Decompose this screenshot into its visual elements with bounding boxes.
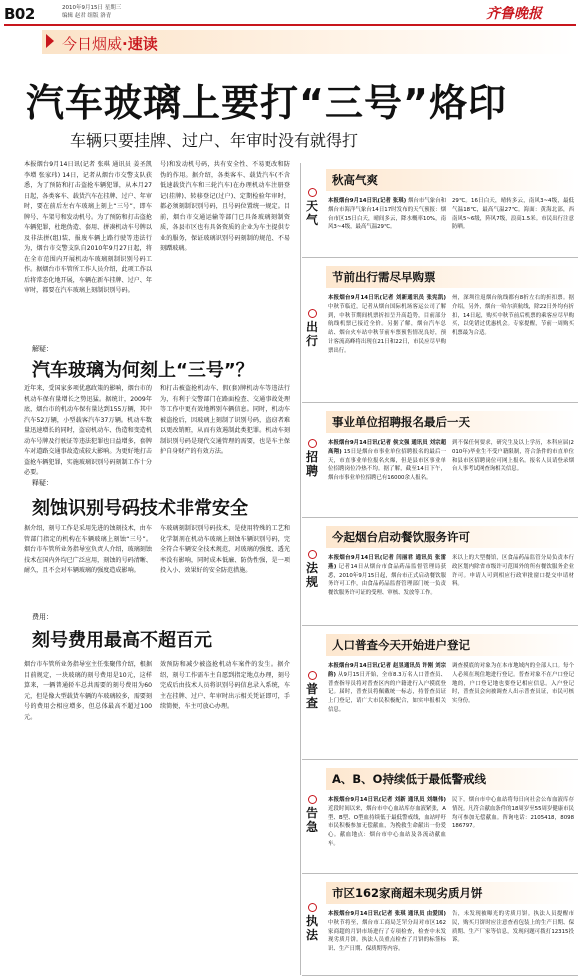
tab-dot-icon	[308, 188, 317, 197]
sidebar-brief	[302, 876, 578, 975]
issue-date: 2010年9月15日 星期三	[62, 5, 122, 11]
brief-tab	[302, 188, 322, 227]
brief-body-col1	[328, 662, 446, 755]
tab-dot-icon	[308, 550, 317, 559]
explain1-label: 解疑：	[32, 345, 53, 353]
sidebar-brief	[302, 260, 578, 402]
brief-tab	[302, 550, 322, 589]
brief-tab-label: 法规	[305, 561, 318, 589]
explain3-title: 刻号费用最高不超百元	[32, 630, 212, 651]
page-number: B02	[4, 5, 35, 23]
brief-byline: 本报烟台9月14日讯(记者 侯文强 通讯员 刘宗超 高翔)	[328, 440, 446, 455]
newspaper-logo: 齐鲁晚报	[486, 6, 542, 22]
brief-text-col1: 近段时间以来，烟台市中心血站库存血液紧张，A型、B型、O型血持续低于最低警戒线，血站呼吁市民积极参加无偿献血，为挽救生命献出一份爱心。献血地点：烟台市中心血站及各流动献血车。	[328, 805, 446, 847]
explain2-title: 刻蚀识别号码技术非常安全	[32, 498, 248, 519]
brief-separator	[302, 625, 578, 626]
brief-tab	[302, 309, 322, 348]
brief-body-col1	[328, 197, 446, 253]
brief-byline: 本报烟台9月14日讯(记者 刘新通讯员 张宪凯)	[328, 295, 446, 301]
sidebar-brief	[302, 520, 578, 625]
explain2-body-col1: 据介绍，刻号工作是采用先进的蚀刻技术，由车管部门指定的机构在车辆玻璃上刻蚀“三号”。烟台市车管所业务指导室负责人介绍，玻璃刻蚀技术在国内外均已广泛应用，刻蚀的号码清晰、耐久，且不会对车辆玻璃的强度造成影响。	[24, 525, 152, 574]
brief-tab-label: 告急	[305, 806, 318, 834]
tab-dot-icon	[308, 903, 317, 912]
brief-byline: 本报烟台9月14日讯(记者 张琪 通讯员 由爱国)	[328, 911, 446, 917]
section-arrow-icon	[46, 34, 54, 48]
brief-title: A、B、O持续低于最低警戒线	[332, 772, 486, 786]
brief-text-col1: 烟台市气象台和烟台市海洋气象台14日17时发布的天气预报：烟台市区15日白天，晴间多云，降水概率10%，南风3~4级，最高气温29℃。	[328, 198, 446, 231]
tab-dot-icon	[308, 439, 317, 448]
section-name: 今日烟威	[62, 35, 123, 53]
brief-tab-label: 招聘	[305, 450, 318, 478]
brief-text-col1: 记者14日从烟台市食品药品监督管理局获悉，2010年9月15日起，烟台市正式启动餐饮服务许可工作，由食品药品监督管理部门统一负责餐饮服务许可证的受理、审核、发放等工作。	[328, 563, 447, 597]
brief-title: 节前出行需尽早购票	[332, 270, 436, 284]
sidebar-brief	[302, 405, 578, 517]
sidebar-brief	[302, 163, 578, 257]
brief-tab-label: 执法	[305, 914, 318, 942]
brief-tab-label: 天气	[305, 199, 318, 227]
explain1-title: 汽车玻璃为何刻上“三号”？	[32, 360, 254, 381]
brief-title: 市区162家商超未现劣质月饼	[332, 886, 483, 900]
brief-title: 事业单位招聘报名最后一天	[332, 415, 470, 429]
brief-tab	[302, 671, 322, 710]
brief-body-col1	[328, 554, 446, 621]
brief-body-col1	[328, 910, 446, 971]
tab-dot-icon	[308, 309, 317, 318]
brief-tab	[302, 795, 322, 834]
issue-editors: 编辑 赵君 组版 洛青	[62, 13, 112, 19]
brief-byline: 本报烟台9月14日讯(记者 赵昱通讯员 许刚 刘宗韵)	[328, 663, 446, 678]
brief-body-col2: 调查摸底的对象为在本市地域内的全部人口。每个人必须在现住地进行登记。普查对象不在户口登记地的，户口登记地也要登记相应信息。入户登记时，普查员会向被调查人出示普查员证，市民可核实身份。	[452, 663, 574, 705]
brief-body-col1	[328, 796, 446, 869]
sidebar-brief	[302, 628, 578, 759]
lead-body-col1: 本报烟台9月14日讯(记者 张琪 通讯员 姜圣凯 李增 张家玮) 14日，记者从烟台市交警支队获悉，为了预防和打击盗抢车辆犯罪，从本月27日起，各类客车、载货汽车在挂牌、过户、年审时，要在前后左右车玻璃上刻上“三号”，即车牌号、车架号和发动机号。为了预防和打击盗抢车辆犯罪，杜绝伪造、套用、拼凑机动车号牌以及非法拼(组)装、报废车辆上路行驶等违法行为，烟台市交警支队自2010年9月27日起，将在全市范围内开展机动车玻璃刻制识别号码工作。据烟台市车管所工作人员介绍，此项工作以后将常态化地开展，车辆在新车挂牌、过户、年审时，都要在汽车玻璃上刻制识别号码。	[24, 161, 152, 294]
brief-body-col2: 米以上的大型餐馆，区食品药品监管分局负责本行政区划内除省市级许可范围外的所有餐饮服务企业许可。申请人可到相应行政审批窗口提交申请材料。	[452, 555, 574, 588]
brief-body-col1	[328, 294, 446, 398]
brief-body-col2: 州，深圳往返烟台航线都有8折左右的折扣票。据介绍，另外，烟台一哈尔滨航线，除22日外均有折扣，14日起，购买中秋节前后机票的乘客应尽早购买，以免错过优惠机会。专家提醒，节前一周购买机票最为合适。	[452, 295, 574, 337]
brief-byline: 本报烟台9月14日讯(记者 张琪)	[328, 198, 407, 204]
explain1-body-col1: 近年来，受国家多项优惠政策的影响，烟台市的机动车保有量增长之势迅猛。据统计，2009年底，烟台市的机动车保有量达到155万辆，其中汽车52万辆，小型载客汽车37万辆。机动车数量迅速增长的同时，盗窃机动车、伪造和变造机动车号牌及行驶证等违法犯罪也日益增多，套牌车对道路交通事故造成较大影响。为更好地打击盗抢车辆犯罪，实施玻璃识别号码刻制工作十分必要。	[24, 385, 152, 476]
section-suffix: ·速读	[122, 35, 158, 53]
brief-separator	[302, 759, 578, 760]
explain2-label: 释疑：	[32, 479, 53, 487]
brief-tab	[302, 903, 322, 942]
brief-body-col1	[328, 439, 446, 513]
brief-byline: 本报烟台9月14日讯(记者 闫丽君 通讯员 张雷燕)	[328, 555, 446, 570]
explain3-label: 费用：	[32, 613, 53, 621]
brief-tab	[302, 439, 322, 478]
brief-separator	[302, 402, 578, 403]
brief-body-col2: 29℃。16日白天，晴转多云，南风3~4级，最低气温18℃，最高气温27℃。海面：黄海北部，西南风5~6级，阵风7级，浪高1.5米。市民出行注意防晒。	[452, 198, 574, 231]
brief-text-col1: 15日是烟台市事业单位招聘报名的最后一天，市直事业单位报名火爆，但是县市区事业单位招聘岗位冷热不均。据了解，截至14日下午，烟台市事业单位招聘已有16000余人报名。	[328, 448, 446, 482]
sidebar-brief	[302, 762, 578, 873]
lead-body-col2: 号)和发动机号码，共有安全性、不易更改和防伪的作用。据介绍，各类客车、载货汽车(不含低速载货汽车和三轮汽车)在办理机动车注册登记(挂牌)、转移登记(过户)、定期检验年审时，都必须刻制识别号码，且号码位置统一规定。目前，烟台市交通运输等部门已具备玻璃刻制资质，各县市区也有具备资质的企业为车主提供专业的服务，保证玻璃识别号码刻制的规范、不易刻蹭玻璃。	[160, 161, 290, 252]
issue-info	[62, 4, 121, 20]
brief-body-col2: 民下，烟台市中心血站将每日向社会公布血液库存情况。凡符合献血条件的18周岁至55周岁健康市民均可参加无偿献血。咨询电话：2105418，8098186797。	[452, 797, 574, 830]
section-title	[62, 33, 158, 54]
brief-tab-label: 普查	[305, 682, 318, 710]
lead-subhead: 车辆只要挂牌、过户、年审时没有就得打	[70, 131, 359, 150]
tab-dot-icon	[308, 671, 317, 680]
explain3-body-col2: 效预防和减少被盗抢机动车案件的发生。据介绍，刻号工作需车主自愿到指定地点办理，刻号完成后由技术人员将识别号码信息录入系统，车主在挂牌、过户、年审时出示相关凭证即可，手续简便，车主可放心办理。	[160, 661, 290, 710]
column-divider	[300, 163, 301, 975]
brief-title: 秋高气爽	[332, 173, 378, 187]
explain3-body-col1: 烟台市车管所业务指导室主任张聚伟介绍，根据目前规定，一块玻璃的刻号费用是10元，这样算来，一辆普通轿车总共需要的刻号费用为60元，但是像大型载货车辆的车玻璃较多，需要刻号的费用会相应增多，但总体最高不超过100元。	[24, 661, 152, 721]
brief-text-col1: 从9月15日开始，全市8.3万名人口普查员、普查指导员将对普查区内的户籍进行入户摸底登记。届时，普查员将佩戴统一标志，持普查员证上门登记，请广大市民积极配合，如实申报相关信息。	[328, 671, 447, 713]
brief-separator	[302, 517, 578, 518]
brief-byline: 本报烟台9月14日讯(记者 刘新 通讯员 刘继伟)	[328, 797, 446, 803]
brief-tab-label: 出行	[305, 320, 318, 348]
explain2-body-col2: 车玻璃刻制识别号码技术，是使用特殊的工艺和化学制剂在机动车玻璃上刻蚀车辆识别号码，完全符合车辆安全技术规范，对玻璃的强度、透光率没有影响，同时成本低廉、防伪性强，是一项投入小、效果好的安全防范措施。	[160, 525, 290, 574]
header-rule	[4, 24, 576, 26]
brief-separator	[302, 257, 578, 258]
brief-body-col2: 到不保任何要求，研究生及以上学历，本科应届(2010年)毕业生不受户籍限制，符合条件的市直单位和县市区招聘岗位可网上报名。报名人员请登录烟台人事考试网查询相关信息。	[452, 440, 574, 473]
tab-dot-icon	[308, 795, 317, 804]
brief-text-col1: 中秋节临近，记者从烟台国际机场客运公司了解到，中秋节期间机票折扣呈升高趋势，目前部分航线机票已接近全价。另据了解，烟台汽车总站、烟台火车站中秋节前车票预售情况良好，预计客流高峰将出现在21日和22日，市民应尽早购票出行。	[328, 303, 446, 354]
brief-title: 人口普查今天开始进户登记	[332, 638, 470, 652]
brief-title: 今起烟台启动餐饮服务许可	[332, 530, 470, 544]
brief-body-col2: 告，未发现被曝光的劣质月饼。执法人员提醒市民，购买月饼时应注意查看包装上的生产日期、保质期、生产厂家等信息，发现问题可拨打12315投诉。	[452, 911, 574, 944]
lead-headline: 汽车玻璃上要打“三号”烙印	[26, 81, 507, 125]
brief-separator	[302, 873, 578, 874]
explain1-body-col2: 和打击被盗抢机动车、假(套)牌机动车等违法行为，有利于交警部门在路面检查、交通事故处理等工作中更有效地辨别车辆信息。同时，机动车被盗抢后，因玻璃上刻制了识别号码，盗窃者难以更改销赃，从而有效遏制此类犯罪。机动车刻制识别号码是现代交通管理的需要，也是车主保护自身财产的有效方法。	[160, 385, 290, 455]
brief-text-col1: 中秋节将至，烟台市工商局芝罘分局对市区162家商超的月饼市场进行了专项检查，检查中未发现劣质月饼。执法人员重点检查了月饼的标签标识、生产日期、保质期等内容。	[328, 919, 446, 953]
